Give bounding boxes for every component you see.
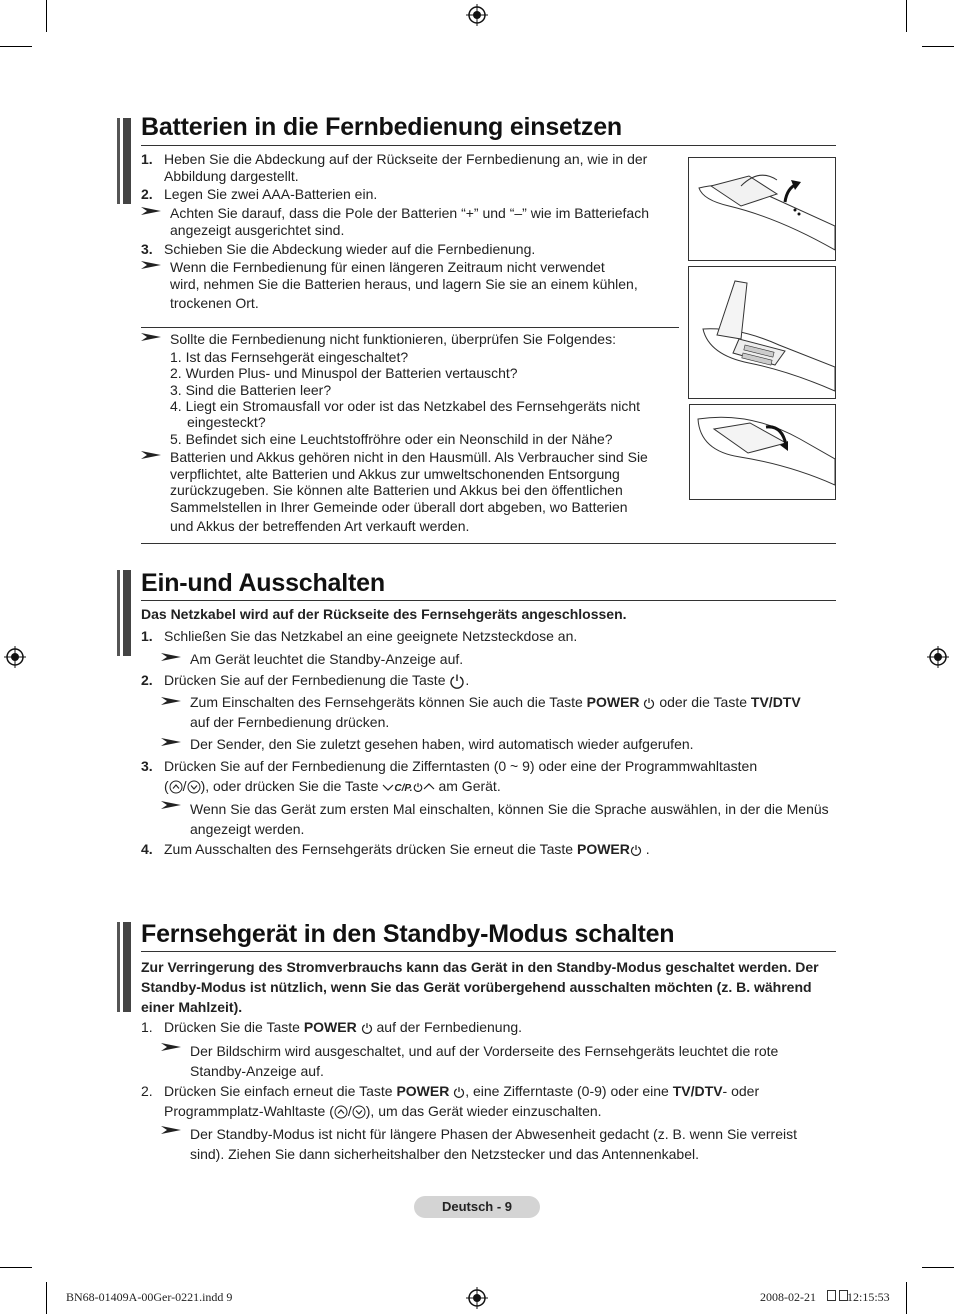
- check-item: eingesteckt?: [187, 414, 266, 430]
- channel-up-icon: [334, 1105, 348, 1119]
- note-arrow-icon: [161, 800, 181, 810]
- power-key-label: POWER: [576, 841, 630, 857]
- note-arrow-icon: [141, 260, 161, 270]
- registration-mark-icon: [466, 1287, 488, 1309]
- note-arrow-icon: [161, 652, 181, 662]
- crop-mark: [46, 0, 47, 32]
- power-icon: [643, 697, 655, 709]
- slash: /: [347, 1103, 352, 1119]
- footer-filename: BN68-01409A-00Ger-0221.indd 9: [66, 1290, 233, 1304]
- section-title: Fernsehgerät in den Standby-Modus schalten: [141, 920, 675, 948]
- note-text: Batterien und Akkus gehören nicht in den Hausmüll. Als Verbraucher sind Sie verpflichtet, alte Batterien und Akkus zur umweltschonenden Entsorgung zurückzugeben. Sie können alte Batterien und Akkus bei den öffentlichen Sammelstellen in Ihrer Gemeinde oder überall dort abgeben, wo Batterien: [170, 449, 648, 515]
- step-text-part: Programmplatz-Wahltaste (: [164, 1103, 334, 1119]
- power-key-label: POWER: [586, 694, 640, 710]
- note-text: Am Gerät leuchtet die Standby-Anzeige auf.: [190, 651, 464, 667]
- section-title: Batterien in die Fernbedienung einsetzen: [141, 113, 622, 141]
- power-icon: [449, 673, 465, 689]
- note-arrow-icon: [161, 696, 181, 706]
- channel-up-icon: [169, 780, 183, 794]
- footer-time: 12:15:53: [847, 1290, 890, 1304]
- note-text: Der Bildschirm wird ausgeschaltet, und auf der Vorderseite des Fernsehgeräts leuchtet die rote Standby-Anzeige auf.: [190, 1043, 779, 1079]
- step-text: [164, 1019, 522, 1036]
- step-number: 2.: [141, 672, 153, 688]
- note-text: auf der Fernbedienung drücken.: [190, 714, 390, 730]
- step-text-part: Zum Ausschalten des Fernsehgeräts drücken Sie erneut die Taste: [164, 841, 574, 857]
- step-text-part: , eine Zifferntaste (0-9) oder eine: [465, 1083, 669, 1099]
- step-text: [164, 1083, 759, 1100]
- power-icon: [413, 782, 423, 792]
- step-number: 2.: [141, 186, 153, 202]
- crop-mark: [906, 1282, 907, 1314]
- step-text: Heben Sie die Abdeckung auf der Rückseite der Fernbedienung an, wie in der Abbildung dargestellt.: [164, 151, 648, 184]
- note-arrow-icon: [141, 450, 161, 460]
- step-number: 1.: [141, 1019, 153, 1035]
- separator-line: [141, 327, 679, 328]
- power-icon: [361, 1022, 373, 1034]
- step-text-part: am Gerät.: [438, 778, 501, 794]
- registration-mark-icon: [466, 4, 488, 26]
- section-marker: [117, 922, 131, 1012]
- section-marker: [117, 118, 131, 204]
- crop-mark: [922, 1267, 954, 1268]
- power-key-label: POWER: [303, 1019, 357, 1035]
- registration-mark-icon: [927, 646, 949, 668]
- step-text-part: - oder: [722, 1083, 760, 1099]
- step-text: Schließen Sie das Netzkabel an eine geeignete Netzsteckdose an.: [164, 628, 578, 644]
- note-arrow-icon: [161, 1125, 181, 1135]
- step-text: Drücken Sie auf der Fernbedienung die Zifferntasten (0 ~ 9) oder eine der Programmwahltasten: [164, 758, 758, 774]
- step-text-part: auf der Fernbedienung.: [376, 1019, 523, 1035]
- chevron-down-icon: [382, 782, 394, 792]
- note-text: Wenn die Fernbedienung für einen längeren Zeitraum nicht verwendet: [170, 259, 605, 275]
- step-text: [164, 841, 650, 858]
- step-text-part: (: [164, 778, 169, 794]
- slash: /: [182, 778, 187, 794]
- note-arrow-icon: [141, 206, 161, 216]
- check-item: 1. Ist das Fernsehgerät eingeschaltet?: [170, 349, 409, 365]
- page-number-badge: Deutsch - 9: [414, 1196, 540, 1218]
- section-end-line: [141, 543, 836, 544]
- step-text-part: Drücken Sie die Taste: [164, 1019, 300, 1035]
- note-text: Achten Sie darauf, dass die Pole der Batterien “+” und “–” wie im Batteriefach angezeigt ausgerichtet sind.: [170, 205, 649, 238]
- step-text-part: Drücken Sie auf der Fernbedienung die Taste: [164, 672, 446, 688]
- period: .: [465, 672, 470, 688]
- channel-down-icon: [187, 780, 201, 794]
- check-item: 3. Sind die Batterien leer?: [170, 382, 332, 398]
- power-icon: [453, 1086, 465, 1098]
- step-number: 3.: [141, 241, 153, 257]
- note-text: [190, 694, 801, 711]
- crop-mark: [906, 0, 907, 32]
- chevron-up-icon: [423, 782, 435, 792]
- note-text: wird, nehmen Sie die Batterien heraus, und lagern Sie sie an einem kühlen,: [170, 276, 638, 292]
- remote-illustration-insert-batteries: [688, 266, 836, 399]
- note-text-part: Zum Einschalten des Fernsehgeräts können Sie auch die Taste: [190, 694, 583, 710]
- step-number: 1.: [141, 151, 153, 167]
- step-text: Schieben Sie die Abdeckung wieder auf die Fernbedienung.: [164, 241, 536, 257]
- check-item: 5. Befindet sich eine Leuchtstoffröhre oder ein Neonschild in der Nähe?: [170, 431, 613, 447]
- crop-mark: [0, 1267, 32, 1268]
- step-text: [164, 1103, 602, 1120]
- step-number: 4.: [141, 841, 153, 857]
- intro-text: Das Netzkabel wird auf der Rückseite des Fernsehgeräts angeschlossen.: [141, 606, 627, 622]
- note-arrow-icon: [161, 1042, 181, 1052]
- tv-dtv-key-label: TV/DTV: [750, 694, 801, 710]
- footer-placeholder-boxes: [827, 1290, 848, 1305]
- note-text: Wenn Sie das Gerät zum ersten Mal einschalten, können Sie die Sprache auswählen, in der die Menüs angezeigt werden.: [190, 801, 829, 837]
- step-text: [164, 672, 469, 689]
- section-title: Ein-und Ausschalten: [141, 569, 385, 597]
- intro-text: Zur Verringerung des Stromverbrauchs kann das Gerät in den Standby-Modus geschaltet werden. Der Standby-Modus ist nützlich, wenn Sie das Gerät vorübergehend ausschalten möchten (z. B. während einer Mahlzeit).: [141, 959, 819, 1015]
- remote-illustration-close-cover: [689, 404, 836, 500]
- footer-date: 2008-02-21: [760, 1290, 816, 1304]
- check-item: 4. Liegt ein Stromausfall vor oder ist das Netzkabel des Fernsehgeräts nicht: [170, 398, 641, 414]
- power-key-label: POWER: [396, 1083, 450, 1099]
- section-marker: [117, 570, 131, 656]
- crop-mark: [0, 46, 32, 47]
- crop-mark: [46, 1282, 47, 1314]
- note-arrow-icon: [161, 737, 181, 747]
- step-text: Legen Sie zwei AAA-Batterien ein.: [164, 186, 378, 202]
- step-text-part: ), oder drücken Sie die Taste: [200, 778, 379, 794]
- step-number: 3.: [141, 758, 153, 774]
- note-text: Der Sender, den Sie zuletzt gesehen haben, wird automatisch wieder aufgerufen.: [190, 736, 694, 752]
- period: .: [645, 841, 650, 857]
- check-item: 2. Wurden Plus- und Minuspol der Batterien vertauscht?: [170, 365, 518, 381]
- step-text-part: ), um das Gerät wieder einzuschalten.: [365, 1103, 602, 1119]
- note-text: Sollte die Fernbedienung nicht funktionieren, überprüfen Sie Folgendes:: [170, 331, 616, 347]
- step-number: 2.: [141, 1083, 153, 1099]
- title-underline: [141, 951, 836, 952]
- step-text-part: Drücken Sie einfach erneut die Taste: [164, 1083, 393, 1099]
- note-text: Der Standby-Modus ist nicht für längere Phasen der Abwesenheit gedacht (z. B. wenn Sie verreist sind). Ziehen Sie dann sicherheitshalber den Netzstecker und das Antennenkabel.: [190, 1126, 797, 1162]
- channel-down-icon: [352, 1105, 366, 1119]
- remote-illustration-open-cover: [688, 157, 836, 261]
- title-underline: [141, 600, 836, 601]
- crop-mark: [922, 46, 954, 47]
- tv-dtv-key-label: TV/DTV: [672, 1083, 723, 1099]
- step-number: 1.: [141, 628, 153, 644]
- note-text-part: oder die Taste: [659, 694, 748, 710]
- step-text: [164, 778, 501, 797]
- note-arrow-icon: [141, 332, 161, 342]
- cp-key-label: C/P.: [394, 783, 413, 794]
- power-icon: [630, 844, 642, 856]
- note-text: und Akkus der betreffenden Art verkauft werden.: [170, 518, 470, 534]
- registration-mark-icon: [4, 646, 26, 668]
- title-underline: [141, 145, 836, 146]
- note-text: trockenen Ort.: [170, 295, 259, 311]
